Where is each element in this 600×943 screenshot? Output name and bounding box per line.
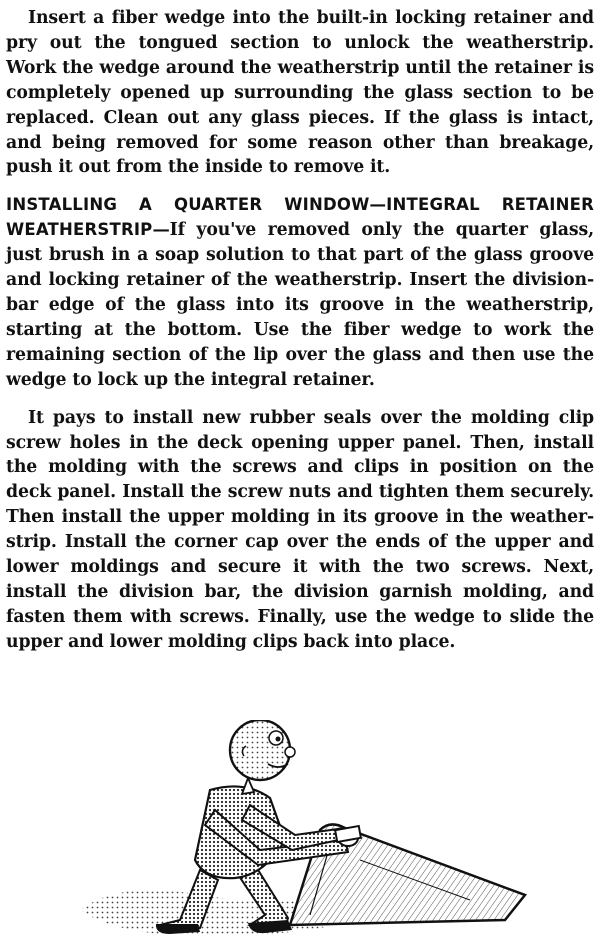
paragraph-install-molding: It pays to install new rubber seals over the molding clip screw holes in the deck opening upper panel. Then, install the molding with the screws and clips in position on the deck panel. Install the screw nuts and tighten them securely. Then install the upper molding in its groove in the weather-strip. Install the corner cap over the ends of the upper and lower moldings and secure it with the two screws. Next, install the division bar, the division garnish molding, and fasten them with screws. Finally, use the wedge to slide the upper and lower molding clips back into place. (6, 407, 594, 652)
paragraph-remove-glass: Insert a fiber wedge into the built-in locking retainer and pry out the tongued section to unlock the weatherstrip. Work the wedge around the weatherstrip until the retainer is completely opened up surrounding the glass section to be replaced. Clean out any glass pieces. If the glass is intact, and being removed for some reason other than breakage, push it out from the inside to remove it. (6, 8, 594, 178)
paragraph-installing-quarter-window (6, 193, 594, 392)
figure-head-icon (230, 720, 295, 780)
cartoon-illustration (60, 720, 530, 943)
section-body: —If you've removed only the quarter glass, just brush in a soap solution to that part of the glass groove and locking retainer of the weatherstrip. Insert the division-bar edge of the glass into its groove in the weatherstrip, starting at the bottom. Use the fiber wedge to work the remaining section of the lip over the glass and then use the wedge to lock up the integral retainer. (6, 220, 594, 390)
section-heading: INSTALLING A QUARTER WINDOW—INTEGRAL RETAINER WEATHERSTRIP (6, 195, 594, 240)
